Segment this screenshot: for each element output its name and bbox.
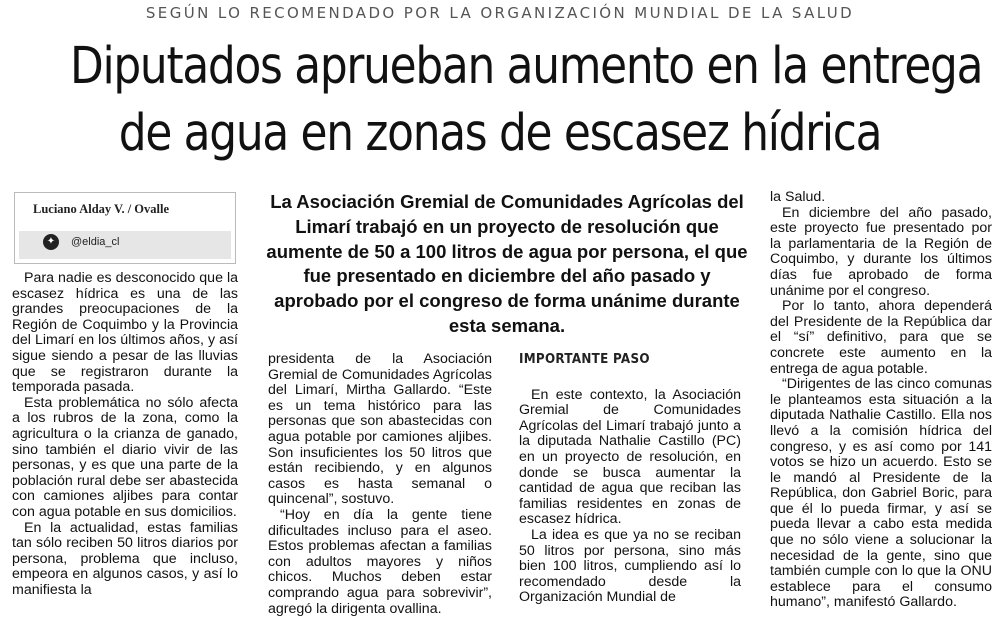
twitter-icon: ✦: [43, 234, 59, 250]
headline-line-1: Diputados aprueban aumento en la entrega: [70, 37, 983, 96]
byline-box: [14, 192, 236, 264]
paragraph: Por lo tanto, ahora dependerá del Presidente de la República dar el “sí” definitivo, para que se concrete este aumento en la entrega de agua potable.: [770, 298, 992, 377]
paragraph: “Dirigentes de las cinco comunas le planteamos esta situación a la diputada Nathalie Castillo. Ella nos llevó a la comisión hídrica del congreso, y es así como por 141 votos se hizo un acuerdo. Esto se le mandó al Presidente de la República, don Gabriel Boric, para que él lo pueda firmar, y así se pueda llevar a cabo esta medida que no sólo viene a solucionar la necesidad de la gente, sino que también cumple con lo que la ONU establece para el consumo humano”, manifestó Gallardo.: [770, 376, 992, 611]
column-4: [770, 190, 992, 611]
paragraph: En este contexto, la Asociación Gremial de Comunidades Agrícolas del Limarí trabajó junto a la diputada Nathalie Castillo (PC) en un proyecto de resolución, en donde se busca aumentar la cantidad de agua que reciban las familias residentes en zonas de escasez hídrica.: [519, 386, 741, 528]
author-name: Luciano Alday V. / Ovalle: [33, 202, 170, 216]
twitter-handle[interactable]: @eldia_cl: [71, 236, 120, 248]
paragraph: En diciembre del año pasado, este proyecto fue presentado por la parlamentaria de la Región de Coquimbo, y durante los últimos días fue aprobado de forma unánime por el congreso.: [770, 204, 992, 299]
column-3: [519, 352, 741, 606]
column-2: [268, 352, 492, 617]
paragraph: la Salud.: [770, 189, 826, 205]
paragraph: La idea es que ya no se reciban 50 litros por persona, sino más bien 100 litros, cumpliendo así lo recomendado desde la Organización Mundial de: [519, 526, 741, 606]
paragraph: Para nadie es desconocido que la escasez hídrica es una de las grandes preocupaciones de la Región de Coquimbo y la Provincia del Limarí en los últimos años, y así sigue siendo a pesar de las lluvias que se registraron durante la temporada pasada.: [12, 270, 238, 396]
paragraph: presidenta de la Asociación Gremial de Comunidades Agrícolas del Limarí, Mirtha Gallardo. “Este es un tema histórico para las personas que son abastecidas con agua potable por camiones aljibes. Son insuficientes los 50 litros que están recibiendo, y en algunos casos es hasta semanal o quincenal”, sostuvo.: [268, 351, 492, 508]
paragraph: “Hoy en día la gente tiene dificultades incluso para el aseo. Estos problemas afectan a familias con adultos mayores y niños chicos. Muchos deben estar comprando agua para sobrevivir”, agregó la dirigenta ovallina.: [268, 506, 492, 617]
article-kicker: SEGÚN LO RECOMENDADO POR LA ORGANIZACIÓN MUNDIAL DE LA SALUD: [145, 4, 855, 22]
paragraph: En la actualidad, estas familias tan sólo reciben 50 litros diarios por persona, problema que incluso, empeora en algunos casos, y así lo manifiesta la: [12, 519, 238, 598]
paragraph: Esta problemática no sólo afecta a los rubros de la zona, como la agricultura o la crianza de ganado, sino también el diario vivir de las personas, y es que una parte de la población rural debe ser abastecida con camiones aljibes para contar con agua potable en sus domicilios.: [12, 394, 238, 520]
article-deck: La Asociación Gremial de Comunidades Agrícolas del Limarí trabajó en un proyecto de resolución que aumente de 50 a 100 litros de agua por persona, el que fue presentado en diciembre del año pasado y aprobado por el congreso de forma unánime durante esta semana.: [266, 191, 748, 336]
column-1: [12, 271, 238, 598]
headline-line-2: de agua en zonas de escasez hídrica: [118, 104, 882, 163]
section-subhead: IMPORTANTE PASO: [519, 352, 650, 367]
